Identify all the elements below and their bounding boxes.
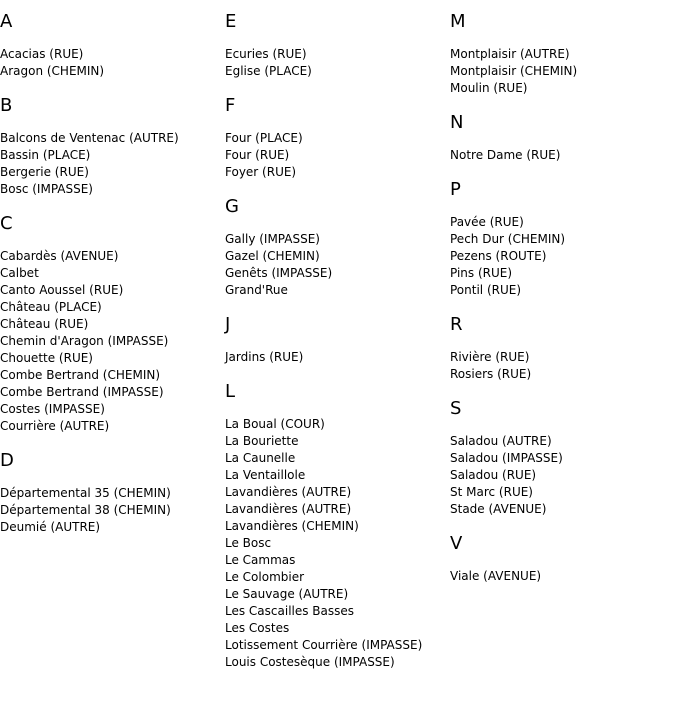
street-link[interactable]: Jardins (RUE)	[225, 350, 304, 364]
street-link[interactable]: Canto Aoussel (RUE)	[0, 283, 124, 297]
street-list	[225, 231, 450, 299]
street-link[interactable]: Départemental 38 (CHEMIN)	[0, 503, 171, 517]
letter-heading: L	[225, 381, 236, 402]
street-link[interactable]: Pins (RUE)	[450, 266, 513, 280]
letter-group	[450, 533, 675, 585]
street-link[interactable]: Calbet	[0, 266, 39, 280]
street-list	[450, 349, 675, 383]
street-link[interactable]: Ecuries (RUE)	[225, 47, 307, 61]
street-link[interactable]: Château (PLACE)	[0, 300, 102, 314]
letter-group	[450, 314, 675, 383]
street-link[interactable]: Lavandières (AUTRE)	[225, 485, 352, 499]
letter-heading: V	[450, 533, 463, 554]
street-link[interactable]: Départemental 35 (CHEMIN)	[0, 486, 171, 500]
street-link[interactable]: Aragon (CHEMIN)	[0, 64, 105, 78]
street-link[interactable]: La Caunelle	[225, 451, 296, 465]
street-link[interactable]: Rivière (RUE)	[450, 350, 530, 364]
street-list	[0, 130, 225, 198]
street-link[interactable]: Gazel (CHEMIN)	[225, 249, 320, 263]
street-list	[450, 214, 675, 299]
street-link[interactable]: Gally (IMPASSE)	[225, 232, 320, 246]
street-link[interactable]: Louis Costesèque (IMPASSE)	[225, 655, 395, 669]
street-link[interactable]: La Bouriette	[225, 434, 299, 448]
street-link[interactable]: Les Cascailles Basses	[225, 604, 355, 618]
letter-heading: R	[450, 314, 463, 335]
street-list	[450, 568, 675, 585]
street-link[interactable]: Château (RUE)	[0, 317, 89, 331]
street-link[interactable]: La Boual (COUR)	[225, 417, 325, 431]
street-list	[450, 147, 675, 164]
street-link[interactable]: Notre Dame (RUE)	[450, 148, 561, 162]
street-link[interactable]: St Marc (RUE)	[450, 485, 533, 499]
letter-heading: B	[0, 95, 13, 116]
street-link[interactable]: Le Sauvage (AUTRE)	[225, 587, 349, 601]
index-column-2	[225, 0, 450, 686]
street-list	[225, 416, 450, 671]
street-link[interactable]: Foyer (RUE)	[225, 165, 297, 179]
street-link[interactable]: Four (RUE)	[225, 148, 290, 162]
street-link[interactable]: Rosiers (RUE)	[450, 367, 532, 381]
street-link[interactable]: Saladou (IMPASSE)	[450, 451, 563, 465]
letter-heading: J	[225, 314, 231, 335]
street-link[interactable]: La Ventaillole	[225, 468, 306, 482]
street-link[interactable]: Montplaisir (AUTRE)	[450, 47, 570, 61]
letter-heading: E	[225, 11, 237, 32]
street-link[interactable]: Chemin d'Aragon (IMPASSE)	[0, 334, 169, 348]
street-link[interactable]: Grand'Rue	[225, 283, 288, 297]
street-link[interactable]: Four (PLACE)	[225, 131, 303, 145]
letter-group	[225, 95, 450, 181]
street-link[interactable]: Saladou (AUTRE)	[450, 434, 552, 448]
street-list	[450, 433, 675, 518]
street-link[interactable]: Les Costes	[225, 621, 290, 635]
street-link[interactable]: Deumié (AUTRE)	[0, 520, 101, 534]
street-list	[0, 248, 225, 435]
letter-group	[450, 179, 675, 299]
street-list	[0, 46, 225, 80]
street-link[interactable]: Combe Bertrand (CHEMIN)	[0, 368, 161, 382]
letter-group	[450, 11, 675, 97]
street-link[interactable]: Costes (IMPASSE)	[0, 402, 105, 416]
street-link[interactable]: Pezens (ROUTE)	[450, 249, 547, 263]
street-link[interactable]: Lavandières (CHEMIN)	[225, 519, 359, 533]
street-link[interactable]: Viale (AVENUE)	[450, 569, 542, 583]
street-list	[225, 46, 450, 80]
street-link[interactable]: Le Cammas	[225, 553, 296, 567]
letter-heading: F	[225, 95, 236, 116]
letter-group	[0, 450, 225, 536]
letter-group	[450, 398, 675, 518]
index-column-1	[0, 0, 225, 551]
letter-heading: G	[225, 196, 239, 217]
letter-group	[225, 381, 450, 671]
index-column-3	[450, 0, 675, 600]
street-link[interactable]: Balcons de Ventenac (AUTRE)	[0, 131, 179, 145]
street-list	[225, 130, 450, 181]
street-link[interactable]: Chouette (RUE)	[0, 351, 93, 365]
letter-group	[0, 213, 225, 435]
letter-group	[225, 11, 450, 80]
street-link[interactable]: Moulin (RUE)	[450, 81, 528, 95]
street-link[interactable]: Cabardès (AVENUE)	[0, 249, 119, 263]
letter-group	[0, 95, 225, 198]
street-link[interactable]: Combe Bertrand (IMPASSE)	[0, 385, 164, 399]
letter-group	[225, 196, 450, 299]
street-link[interactable]: Acacias (RUE)	[0, 47, 84, 61]
street-link[interactable]: Pech Dur (CHEMIN)	[450, 232, 566, 246]
street-link[interactable]: Courrière (AUTRE)	[0, 419, 110, 433]
letter-heading: C	[0, 213, 13, 234]
street-link[interactable]: Eglise (PLACE)	[225, 64, 312, 78]
street-link[interactable]: Pontil (RUE)	[450, 283, 522, 297]
street-list	[450, 46, 675, 97]
street-link[interactable]: Bassin (PLACE)	[0, 148, 91, 162]
street-link[interactable]: Genêts (IMPASSE)	[225, 266, 333, 280]
street-list	[0, 485, 225, 536]
street-link[interactable]: Bergerie (RUE)	[0, 165, 89, 179]
letter-heading: M	[450, 11, 466, 32]
street-link[interactable]: Lotissement Courrière (IMPASSE)	[225, 638, 423, 652]
street-link[interactable]: Montplaisir (CHEMIN)	[450, 64, 578, 78]
letter-group	[225, 314, 450, 366]
letter-group	[0, 11, 225, 80]
letter-heading: N	[450, 112, 464, 133]
letter-heading: A	[0, 11, 13, 32]
street-link[interactable]: Saladou (RUE)	[450, 468, 537, 482]
street-link[interactable]: Lavandières (AUTRE)	[225, 502, 352, 516]
street-link[interactable]: Pavée (RUE)	[450, 215, 524, 229]
street-link[interactable]: Le Bosc	[225, 536, 272, 550]
street-link[interactable]: Bosc (IMPASSE)	[0, 182, 93, 196]
letter-heading: D	[0, 450, 14, 471]
letter-heading: P	[450, 179, 461, 200]
street-list	[225, 349, 450, 366]
letter-group	[450, 112, 675, 164]
street-link[interactable]: Le Colombier	[225, 570, 305, 584]
letter-heading: S	[450, 398, 462, 419]
street-link[interactable]: Stade (AVENUE)	[450, 502, 547, 516]
